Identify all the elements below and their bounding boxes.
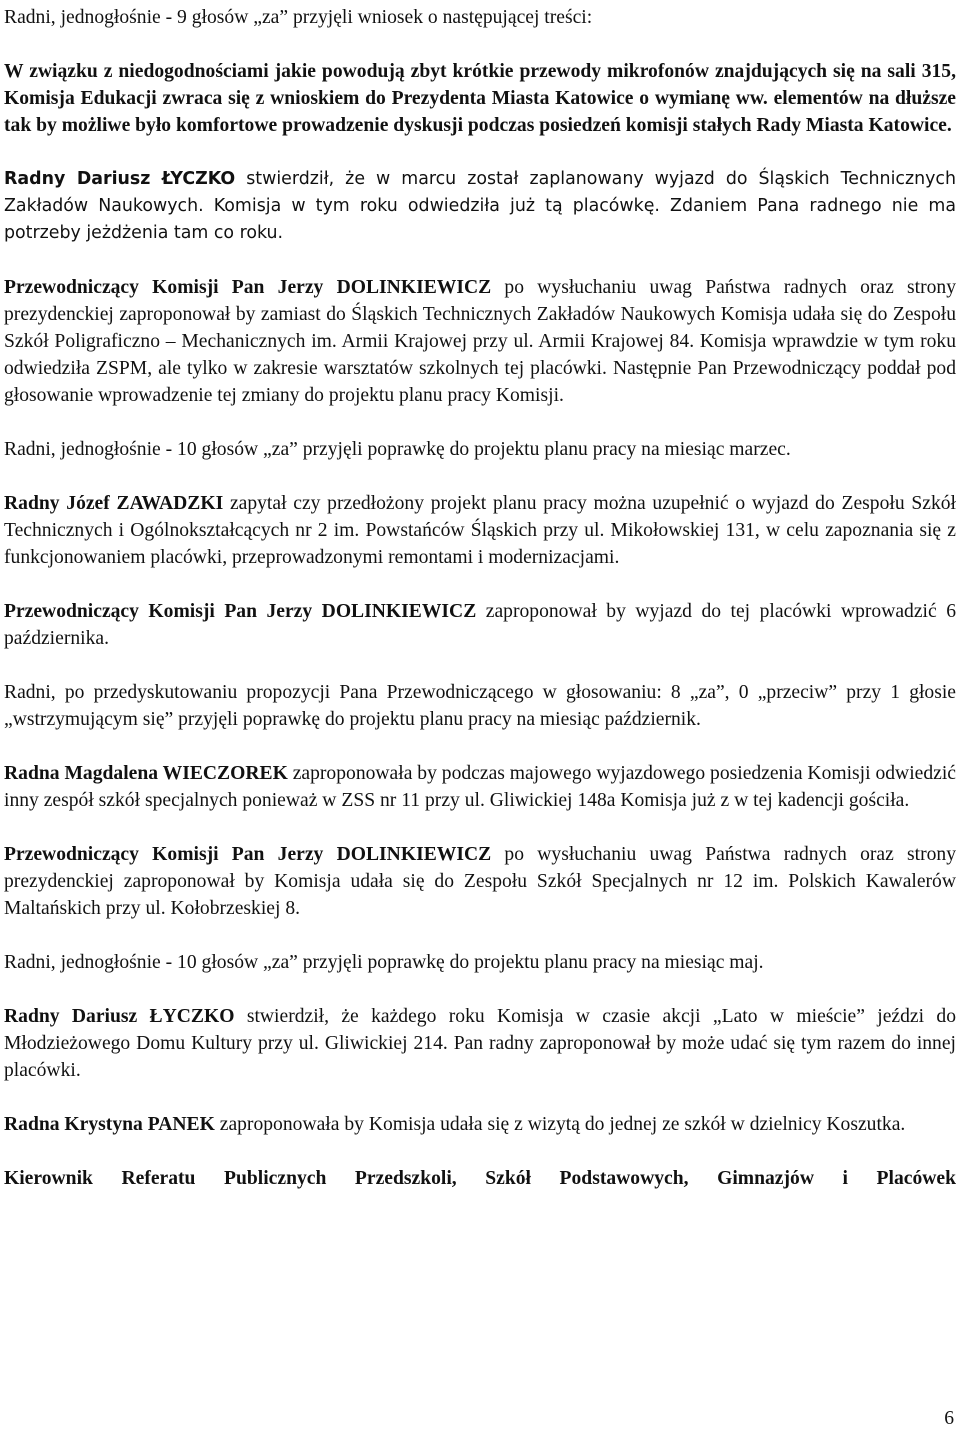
speaker-name: Przewodniczący Komisji Pan Jerzy DOLINKIEWICZ	[4, 277, 492, 298]
speaker-name: Radny Dariusz ŁYCZKO	[4, 169, 236, 189]
document-page	[4, 4, 956, 1192]
paragraph-text: Radni, po przedyskutowaniu propozycji Pana Przewodniczącego w głosowaniu: 8 „za”, 0 „przeciw” przy 1 głosie „wstrzymującym się” przyjęli poprawkę do projektu planu pracy na miesiąc październik.	[4, 682, 956, 730]
paragraph-lyczko-summer	[4, 1003, 956, 1084]
paragraph-chairman-proposal	[4, 274, 956, 409]
paragraph-text: po wysłuchaniu uwag Państwa radnych oraz strony prezydenckiej zaproponował by zamiast do Śląskich Technicznych Zakładów Naukowych Komisja udała się do Zespołu Szkół Poligraficzno – Mechanicznych im. Armii Krajowej przy ul. Armii Krajowej 84. Komisja wprawdzie w tym roku odwiedziła ZSPM, ale tylko w zakresie warsztatów szkolnych tej placówki. Następnie Pan Przewodniczący poddał pod głosowanie wprowadzenie tej zmiany do projektu planu pracy Komisji.	[4, 277, 956, 406]
paragraph-motion-content	[4, 58, 956, 139]
paragraph-text: Komisja w tym roku odwiedziła już tą placówkę. Zdaniem Pana radnego nie ma potrzeby jeżdżenia tam co roku.	[4, 196, 956, 243]
paragraph-vote-october	[4, 679, 956, 733]
speaker-name: Radny Józef ZAWADZKI	[4, 493, 224, 514]
paragraph-text: stwierdził, że w marcu został zaplanowany wyjazd do Śląskich Technicznych Zakładów Naukowych.	[4, 169, 956, 216]
paragraph-text: W związku z niedogodnościami jakie powodują zbyt krótkie przewody mikrofonów znajdujących się na sali 315, Komisja Edukacji zwraca się z wnioskiem do Prezydenta Miasta Katowice o wymianę ww. elementów na dłuższe tak by możliwe było komfortowe prowadzenie dyskusji podczas posiedzeń komisji stałych Rady Miasta Katowice.	[4, 61, 956, 136]
paragraph-vote-march	[4, 436, 956, 463]
paragraph-text: zaproponował by wyjazd do tej placówki wprowadzić 6 października.	[4, 601, 956, 649]
paragraph-text: zaproponowała by podczas majowego wyjazdowego posiedzenia Komisji odwiedzić inny zespół szkół specjalnych ponieważ w ZSS nr 11 przy ul. Gliwickiej 148a Komisja już z w tej kadencji gościła.	[4, 763, 956, 811]
page-number: 6	[944, 1408, 954, 1429]
paragraph-text: Radni, jednogłośnie - 9 głosów „za” przyjęli wniosek o następującej treści:	[4, 7, 593, 28]
paragraph-text: zaproponowała by Komisja udała się z wizytą do jednej ze szkół w dzielnicy Koszutka.	[214, 1114, 906, 1135]
paragraph-text: stwierdził, że każdego roku Komisja w czasie akcji „Lato w mieście” jeździ do Młodzieżowego Domu Kultury przy ul. Gliwickiej 214. Pan radny zaproponował by może udać się tym razem do innej placówki.	[4, 1006, 956, 1081]
paragraph-wieczorek-proposal	[4, 760, 956, 814]
paragraph-vote-may	[4, 949, 956, 976]
speaker-name: Przewodniczący Komisji Pan Jerzy DOLINKIEWICZ	[4, 844, 492, 865]
speaker-name: Radna Magdalena WIECZOREK	[4, 763, 288, 784]
paragraph-chairman-may	[4, 841, 956, 922]
paragraph-lyczko-statement	[4, 166, 956, 247]
speaker-name: Przewodniczący Komisji Pan Jerzy DOLINKIEWICZ	[4, 601, 477, 622]
paragraph-text: Radni, jednogłośnie - 10 głosów „za” przyjęli poprawkę do projektu planu pracy na miesiąc marzec.	[4, 439, 791, 460]
paragraph-referat-head	[4, 1165, 956, 1192]
speaker-name: Radny Dariusz ŁYCZKO	[4, 1006, 235, 1027]
paragraph-chairman-october	[4, 598, 956, 652]
paragraph-panek-proposal	[4, 1111, 956, 1138]
paragraph-zawadzki-question	[4, 490, 956, 571]
paragraph-text: po wysłuchaniu uwag Państwa radnych oraz strony prezydenckiej zaproponował by Komisja udała się do Zespołu Szkół Specjalnych nr 12 im. Polskich Kawalerów Maltańskich przy ul. Kołobrzeskiej 8.	[4, 844, 956, 919]
speaker-name: Radna Krystyna PANEK	[4, 1114, 215, 1135]
paragraph-vote-motion	[4, 4, 956, 31]
speaker-name: Kierownik Referatu Publicznych Przedszkoli, Szkół Podstawowych, Gimnazjów i Placówek	[4, 1168, 956, 1189]
paragraph-text: zapytał czy przedłożony projekt planu pracy można uzupełnić o wyjazd do Zespołu Szkół Technicznych i Ogólnokształcących nr 2 im. Powstańców Śląskich przy ul. Mikołowskiej 131, w celu zapoznania się z funkcjonowaniem placówki, przeprowadzonymi remontami i modernizacjami.	[4, 493, 956, 568]
paragraph-text: Radni, jednogłośnie - 10 głosów „za” przyjęli poprawkę do projektu planu pracy na miesiąc maj.	[4, 952, 764, 973]
